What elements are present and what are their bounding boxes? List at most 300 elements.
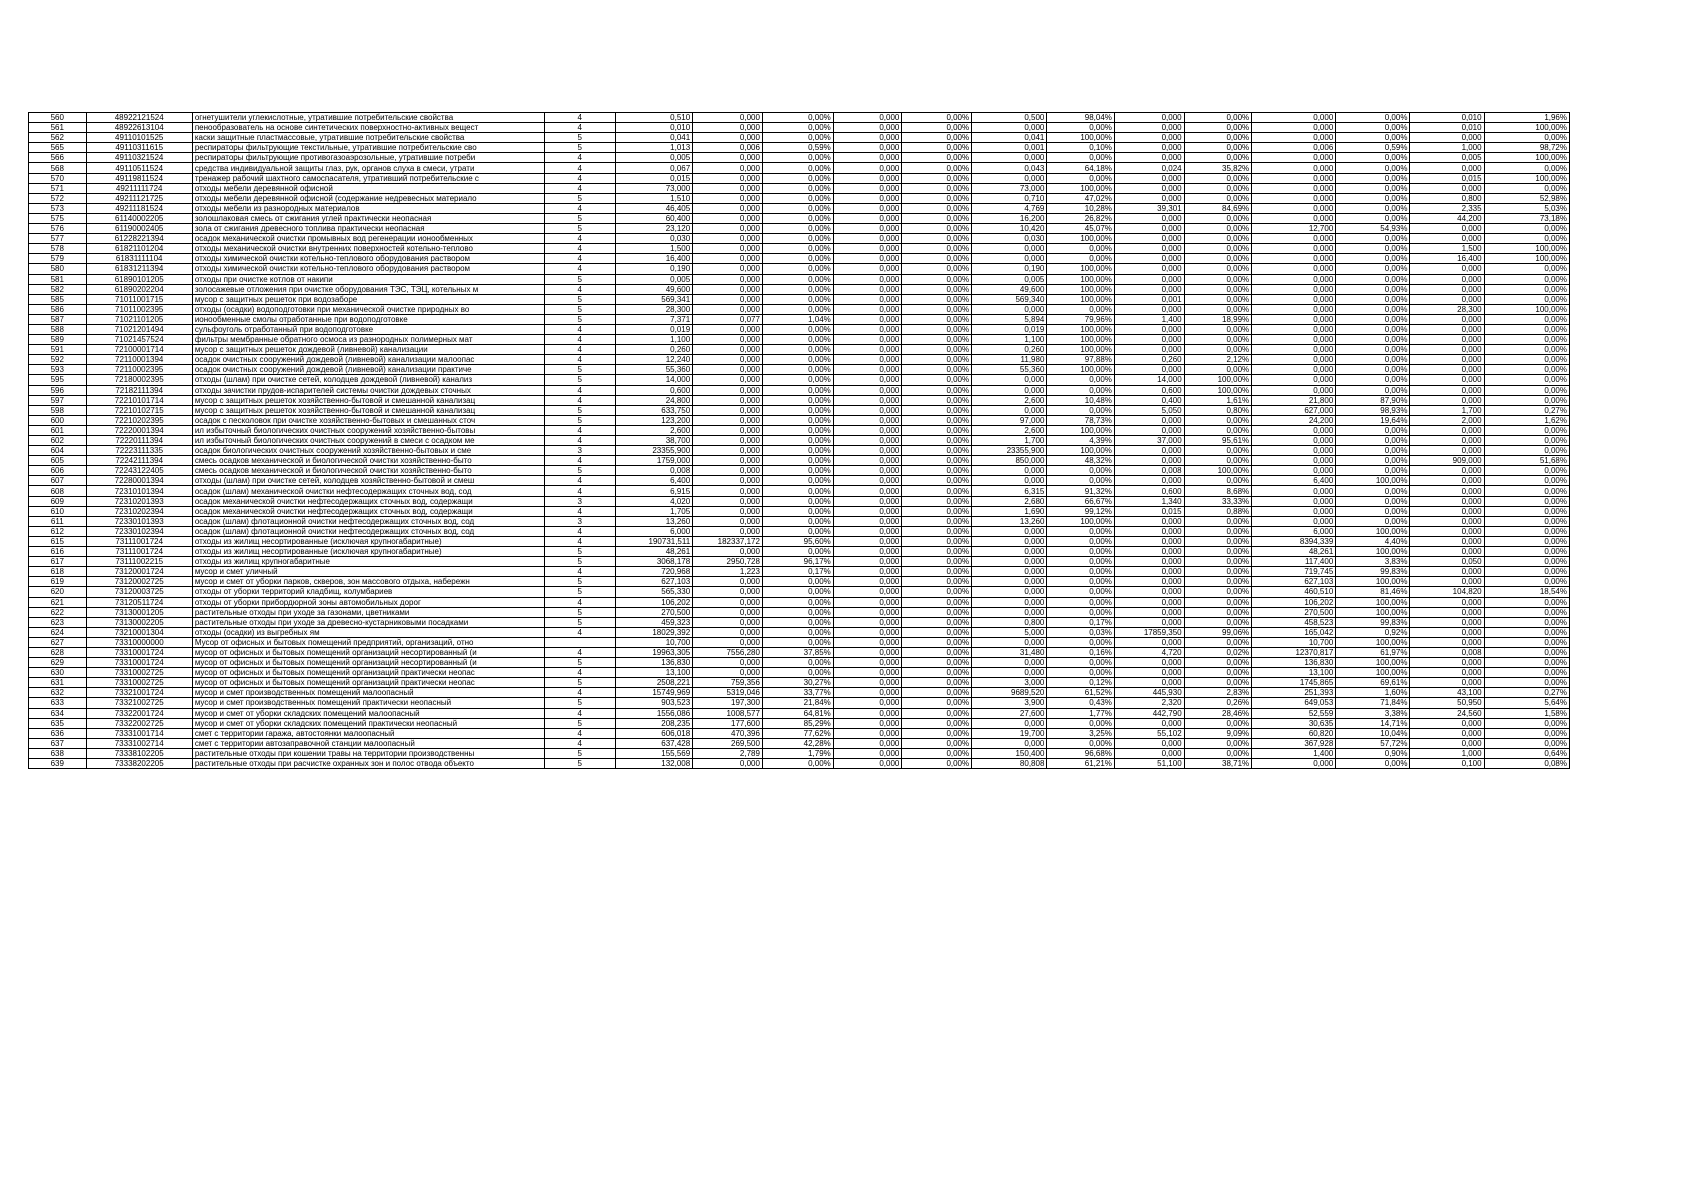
- cell-total-amount: 1,013: [615, 143, 692, 153]
- cell-col-9: 0,00%: [902, 173, 972, 183]
- cell-col-13: 0,00%: [1184, 668, 1252, 678]
- cell-waste-code: 49211181524: [86, 203, 192, 213]
- cell-col-15: 0,00%: [1336, 213, 1410, 223]
- cell-col-13: 0,00%: [1184, 345, 1252, 355]
- cell-col-7: 0,00%: [762, 355, 833, 365]
- cell-col-11: 26,82%: [1047, 213, 1115, 223]
- cell-col-6: 0,000: [693, 163, 763, 173]
- cell-col-6: 2,789: [693, 748, 763, 758]
- cell-waste-name: отходы химической очистки котельно-теплового оборудования раствором: [192, 254, 544, 264]
- cell-hazard-class: 4: [544, 708, 615, 718]
- cell-col-8: 0,000: [833, 708, 902, 718]
- cell-col-7: 0,00%: [762, 607, 833, 617]
- cell-col-12: 0,008: [1114, 466, 1184, 476]
- cell-col-13: 0,02%: [1184, 647, 1252, 657]
- cell-row-number: 624: [29, 627, 87, 637]
- cell-waste-name: растительные отходы при расчистке охранных зон и полос отвода объекто: [192, 759, 544, 769]
- cell-col-15: 0,00%: [1336, 496, 1410, 506]
- table-row: [29, 133, 1570, 143]
- cell-hazard-class: 4: [544, 183, 615, 193]
- cell-col-11: 10,48%: [1047, 395, 1115, 405]
- cell-row-number: 611: [29, 516, 87, 526]
- cell-total-amount: 7,371: [615, 314, 692, 324]
- cell-waste-code: 73130001205: [86, 607, 192, 617]
- cell-col-8: 0,000: [833, 587, 902, 597]
- cell-row-number: 566: [29, 153, 87, 163]
- cell-col-9: 0,00%: [902, 355, 972, 365]
- table-row: [29, 355, 1570, 365]
- cell-col-10: 73,000: [972, 183, 1047, 193]
- cell-waste-code: 73120003725: [86, 587, 192, 597]
- cell-hazard-class: 4: [544, 355, 615, 365]
- cell-col-14: 10,700: [1252, 637, 1336, 647]
- cell-col-16: 0,000: [1410, 294, 1484, 304]
- cell-col-14: 0,000: [1252, 304, 1336, 314]
- table-row: [29, 213, 1570, 223]
- cell-col-12: 0,000: [1114, 324, 1184, 334]
- cell-col-13: 0,00%: [1184, 113, 1252, 123]
- cell-waste-name: мусор и смет от уборки складских помещений практически неопасный: [192, 718, 544, 728]
- cell-col-11: 0,03%: [1047, 627, 1115, 637]
- cell-col-8: 0,000: [833, 617, 902, 627]
- table-row: [29, 193, 1570, 203]
- cell-col-13: 0,00%: [1184, 304, 1252, 314]
- cell-col-11: 0,00%: [1047, 466, 1115, 476]
- cell-row-number: 580: [29, 264, 87, 274]
- table-row: [29, 264, 1570, 274]
- cell-col-16: 0,000: [1410, 436, 1484, 446]
- cell-waste-code: 72180002395: [86, 375, 192, 385]
- cell-col-13: 0,00%: [1184, 446, 1252, 456]
- cell-col-15: 0,00%: [1336, 284, 1410, 294]
- cell-waste-code: 72210102715: [86, 405, 192, 415]
- cell-col-17: 0,00%: [1484, 476, 1569, 486]
- cell-waste-code: 49211111724: [86, 183, 192, 193]
- cell-col-12: 0,000: [1114, 274, 1184, 284]
- cell-col-8: 0,000: [833, 486, 902, 496]
- cell-col-7: 0,00%: [762, 385, 833, 395]
- cell-waste-code: 72110001394: [86, 355, 192, 365]
- cell-col-10: 2,680: [972, 496, 1047, 506]
- cell-col-13: 0,00%: [1184, 658, 1252, 668]
- cell-col-13: 0,00%: [1184, 193, 1252, 203]
- cell-col-16: 0,000: [1410, 284, 1484, 294]
- cell-waste-code: 73338202205: [86, 759, 192, 769]
- cell-col-7: 0,00%: [762, 617, 833, 627]
- cell-col-9: 0,00%: [902, 668, 972, 678]
- cell-total-amount: 1,500: [615, 244, 692, 254]
- cell-col-17: 0,00%: [1484, 395, 1569, 405]
- cell-col-17: 0,00%: [1484, 557, 1569, 567]
- table-row: [29, 516, 1570, 526]
- cell-col-9: 0,00%: [902, 627, 972, 637]
- cell-col-10: 0,000: [972, 405, 1047, 415]
- cell-col-13: 35,82%: [1184, 163, 1252, 173]
- cell-col-6: 0,000: [693, 496, 763, 506]
- cell-col-6: 0,000: [693, 345, 763, 355]
- cell-col-7: 0,00%: [762, 436, 833, 446]
- cell-col-6: 0,000: [693, 446, 763, 456]
- cell-col-13: 2,83%: [1184, 688, 1252, 698]
- table-row: [29, 637, 1570, 647]
- table-row: [29, 415, 1570, 425]
- cell-col-13: 0,00%: [1184, 738, 1252, 748]
- cell-col-11: 0,00%: [1047, 597, 1115, 607]
- cell-col-11: 0,00%: [1047, 557, 1115, 567]
- cell-col-16: 0,000: [1410, 627, 1484, 637]
- cell-col-14: 106,202: [1252, 597, 1336, 607]
- cell-col-13: 18,99%: [1184, 314, 1252, 324]
- cell-col-8: 0,000: [833, 738, 902, 748]
- cell-col-15: 100,00%: [1336, 637, 1410, 647]
- cell-col-14: 21,800: [1252, 395, 1336, 405]
- cell-col-8: 0,000: [833, 203, 902, 213]
- cell-col-12: 0,600: [1114, 486, 1184, 496]
- cell-col-10: 0,000: [972, 658, 1047, 668]
- cell-col-13: 0,00%: [1184, 173, 1252, 183]
- cell-col-7: 0,00%: [762, 203, 833, 213]
- cell-col-8: 0,000: [833, 547, 902, 557]
- table-row: [29, 688, 1570, 698]
- cell-col-7: 64,81%: [762, 708, 833, 718]
- cell-col-6: 0,000: [693, 506, 763, 516]
- cell-row-number: 593: [29, 365, 87, 375]
- cell-row-number: 631: [29, 678, 87, 688]
- cell-row-number: 589: [29, 335, 87, 345]
- cell-waste-name: осадок биологических очистных сооружений хозяйственно-бытовых и сме: [192, 446, 544, 456]
- cell-col-12: 0,000: [1114, 304, 1184, 314]
- cell-col-16: 0,000: [1410, 466, 1484, 476]
- cell-col-11: 100,00%: [1047, 365, 1115, 375]
- cell-col-14: 12,700: [1252, 224, 1336, 234]
- cell-row-number: 570: [29, 173, 87, 183]
- cell-col-9: 0,00%: [902, 557, 972, 567]
- cell-hazard-class: 4: [544, 506, 615, 516]
- cell-col-16: 0,010: [1410, 113, 1484, 123]
- cell-col-11: 47,02%: [1047, 193, 1115, 203]
- cell-col-9: 0,00%: [902, 436, 972, 446]
- cell-waste-code: 61890202204: [86, 284, 192, 294]
- cell-hazard-class: 4: [544, 395, 615, 405]
- cell-col-6: 5319,046: [693, 688, 763, 698]
- cell-col-13: 95,61%: [1184, 436, 1252, 446]
- cell-col-15: 3,83%: [1336, 557, 1410, 567]
- cell-col-15: 0,00%: [1336, 314, 1410, 324]
- cell-row-number: 606: [29, 466, 87, 476]
- cell-col-11: 0,00%: [1047, 385, 1115, 395]
- cell-col-10: 0,000: [972, 577, 1047, 587]
- cell-col-16: 0,100: [1410, 759, 1484, 769]
- cell-col-14: 627,103: [1252, 577, 1336, 587]
- cell-col-11: 100,00%: [1047, 183, 1115, 193]
- cell-col-15: 0,00%: [1336, 173, 1410, 183]
- cell-col-17: 0,00%: [1484, 385, 1569, 395]
- cell-col-10: 0,000: [972, 557, 1047, 567]
- cell-col-17: 0,00%: [1484, 133, 1569, 143]
- cell-waste-code: 61831211394: [86, 264, 192, 274]
- cell-col-7: 0,00%: [762, 274, 833, 284]
- cell-row-number: 576: [29, 224, 87, 234]
- cell-waste-name: ил избыточный биологических очистных сооружений хозяйственно-бытовы: [192, 425, 544, 435]
- cell-col-7: 85,29%: [762, 718, 833, 728]
- cell-hazard-class: 5: [544, 365, 615, 375]
- cell-waste-code: 72280001394: [86, 476, 192, 486]
- cell-col-16: 0,000: [1410, 506, 1484, 516]
- cell-waste-name: мусор от офисных и бытовых помещений организаций практически неопас: [192, 668, 544, 678]
- cell-hazard-class: 4: [544, 234, 615, 244]
- cell-col-8: 0,000: [833, 456, 902, 466]
- cell-hazard-class: 4: [544, 113, 615, 123]
- cell-col-9: 0,00%: [902, 234, 972, 244]
- cell-waste-code: 72330102394: [86, 526, 192, 536]
- table-row: [29, 425, 1570, 435]
- cell-col-12: 0,000: [1114, 567, 1184, 577]
- table-row: [29, 153, 1570, 163]
- cell-col-8: 0,000: [833, 688, 902, 698]
- cell-col-15: 0,00%: [1336, 254, 1410, 264]
- cell-hazard-class: 4: [544, 526, 615, 536]
- cell-col-12: 0,000: [1114, 748, 1184, 758]
- cell-col-15: 0,00%: [1336, 193, 1410, 203]
- cell-col-16: 0,000: [1410, 496, 1484, 506]
- cell-col-7: 0,00%: [762, 365, 833, 375]
- cell-hazard-class: 4: [544, 163, 615, 173]
- cell-col-7: 0,00%: [762, 375, 833, 385]
- cell-row-number: 608: [29, 486, 87, 496]
- cell-col-10: 0,260: [972, 345, 1047, 355]
- cell-waste-name: отходы при очистке котлов от накипи: [192, 274, 544, 284]
- cell-hazard-class: 5: [544, 678, 615, 688]
- cell-hazard-class: 4: [544, 244, 615, 254]
- cell-col-9: 0,00%: [902, 536, 972, 546]
- cell-col-10: 0,000: [972, 123, 1047, 133]
- cell-col-14: 0,006: [1252, 143, 1336, 153]
- cell-total-amount: 28,300: [615, 304, 692, 314]
- cell-col-12: 17859,350: [1114, 627, 1184, 637]
- cell-col-15: 0,00%: [1336, 234, 1410, 244]
- cell-col-16: 0,000: [1410, 678, 1484, 688]
- cell-col-13: 0,00%: [1184, 476, 1252, 486]
- cell-hazard-class: 5: [544, 213, 615, 223]
- cell-row-number: 586: [29, 304, 87, 314]
- cell-col-13: 0,00%: [1184, 274, 1252, 284]
- cell-col-10: 0,000: [972, 607, 1047, 617]
- cell-total-amount: 0,019: [615, 324, 692, 334]
- cell-col-17: 100,00%: [1484, 244, 1569, 254]
- cell-col-16: 0,000: [1410, 274, 1484, 284]
- cell-col-12: 39,301: [1114, 203, 1184, 213]
- cell-col-13: 0,00%: [1184, 324, 1252, 334]
- cell-col-17: 0,00%: [1484, 314, 1569, 324]
- cell-total-amount: 18029,392: [615, 627, 692, 637]
- cell-col-16: 28,300: [1410, 304, 1484, 314]
- cell-col-6: 0,000: [693, 244, 763, 254]
- cell-col-13: 38,71%: [1184, 759, 1252, 769]
- cell-waste-code: 72182111394: [86, 385, 192, 395]
- cell-col-13: 0,00%: [1184, 607, 1252, 617]
- cell-col-6: 0,000: [693, 627, 763, 637]
- cell-hazard-class: 4: [544, 476, 615, 486]
- cell-waste-code: 72220001394: [86, 425, 192, 435]
- cell-col-12: 14,000: [1114, 375, 1184, 385]
- cell-col-12: 0,000: [1114, 678, 1184, 688]
- cell-row-number: 581: [29, 274, 87, 284]
- cell-col-6: 0,000: [693, 385, 763, 395]
- cell-col-10: 80,808: [972, 759, 1047, 769]
- cell-col-10: 0,800: [972, 617, 1047, 627]
- cell-col-11: 96,68%: [1047, 748, 1115, 758]
- cell-total-amount: 23,120: [615, 224, 692, 234]
- cell-col-9: 0,00%: [902, 425, 972, 435]
- cell-col-17: 100,00%: [1484, 123, 1569, 133]
- cell-col-17: 0,27%: [1484, 688, 1569, 698]
- cell-col-10: 0,041: [972, 133, 1047, 143]
- cell-hazard-class: 5: [544, 143, 615, 153]
- cell-col-12: 0,260: [1114, 355, 1184, 365]
- cell-col-7: 0,00%: [762, 254, 833, 264]
- cell-col-10: 0,000: [972, 173, 1047, 183]
- cell-col-15: 0,00%: [1336, 153, 1410, 163]
- cell-waste-name: мусор и смет производственных помещений практически неопасный: [192, 698, 544, 708]
- cell-waste-name: отходы химической очистки котельно-теплового оборудования раствором: [192, 264, 544, 274]
- cell-hazard-class: 4: [544, 436, 615, 446]
- cell-col-8: 0,000: [833, 375, 902, 385]
- cell-col-7: 0,17%: [762, 567, 833, 577]
- cell-col-11: 100,00%: [1047, 294, 1115, 304]
- cell-col-11: 0,00%: [1047, 668, 1115, 678]
- cell-total-amount: 627,103: [615, 577, 692, 587]
- cell-col-12: 0,001: [1114, 294, 1184, 304]
- cell-waste-code: 73310001724: [86, 647, 192, 657]
- cell-col-15: 81,46%: [1336, 587, 1410, 597]
- cell-col-14: 0,000: [1252, 213, 1336, 223]
- cell-col-9: 0,00%: [902, 708, 972, 718]
- table-row: [29, 456, 1570, 466]
- cell-row-number: 618: [29, 567, 87, 577]
- cell-hazard-class: 4: [544, 153, 615, 163]
- cell-col-17: 0,00%: [1484, 526, 1569, 536]
- cell-col-17: 98,72%: [1484, 143, 1569, 153]
- cell-row-number: 637: [29, 738, 87, 748]
- cell-col-10: 6,315: [972, 486, 1047, 496]
- cell-col-6: 0,000: [693, 284, 763, 294]
- cell-col-12: 442,790: [1114, 708, 1184, 718]
- cell-row-number: 604: [29, 446, 87, 456]
- table-row: [29, 496, 1570, 506]
- cell-row-number: 571: [29, 183, 87, 193]
- cell-waste-code: 49119811524: [86, 173, 192, 183]
- cell-col-14: 0,000: [1252, 314, 1336, 324]
- cell-col-7: 95,60%: [762, 536, 833, 546]
- cell-waste-name: мусор от офисных и бытовых помещений организаций несортированный (и: [192, 647, 544, 657]
- cell-waste-name: отходы от уборки прибордюрной зоны автомобильных дорог: [192, 597, 544, 607]
- cell-col-14: 30,635: [1252, 718, 1336, 728]
- cell-col-6: 0,000: [693, 526, 763, 536]
- cell-col-14: 60,820: [1252, 728, 1336, 738]
- cell-col-11: 0,12%: [1047, 678, 1115, 688]
- cell-col-13: 100,00%: [1184, 375, 1252, 385]
- cell-col-9: 0,00%: [902, 133, 972, 143]
- cell-waste-name: ионообменные смолы отработанные при водоподготовке: [192, 314, 544, 324]
- cell-col-13: 0,00%: [1184, 213, 1252, 223]
- cell-col-10: 0,000: [972, 668, 1047, 678]
- cell-col-8: 0,000: [833, 143, 902, 153]
- cell-col-7: 0,00%: [762, 163, 833, 173]
- cell-col-13: 0,00%: [1184, 244, 1252, 254]
- cell-waste-code: 49110321524: [86, 153, 192, 163]
- cell-row-number: 562: [29, 133, 87, 143]
- cell-col-10: 55,360: [972, 365, 1047, 375]
- cell-col-16: 1,000: [1410, 748, 1484, 758]
- cell-col-17: 0,00%: [1484, 436, 1569, 446]
- cell-col-17: 0,00%: [1484, 607, 1569, 617]
- cell-col-7: 0,00%: [762, 516, 833, 526]
- cell-col-14: 6,400: [1252, 476, 1336, 486]
- cell-col-16: 0,000: [1410, 183, 1484, 193]
- cell-col-7: 96,17%: [762, 557, 833, 567]
- cell-col-14: 0,000: [1252, 345, 1336, 355]
- cell-col-8: 0,000: [833, 113, 902, 123]
- table-row: [29, 365, 1570, 375]
- cell-waste-name: Мусор от офисных и бытовых помещений предприятий, организаций, отно: [192, 637, 544, 647]
- cell-col-6: 0,000: [693, 436, 763, 446]
- cell-hazard-class: 4: [544, 385, 615, 395]
- cell-hazard-class: 4: [544, 335, 615, 345]
- cell-waste-name: мусор с защитных решеток дождевой (ливневой) канализации: [192, 345, 544, 355]
- cell-col-10: 0,000: [972, 547, 1047, 557]
- cell-col-17: 0,00%: [1484, 668, 1569, 678]
- cell-col-8: 0,000: [833, 405, 902, 415]
- cell-col-14: 0,000: [1252, 244, 1336, 254]
- cell-total-amount: 123,200: [615, 415, 692, 425]
- cell-col-8: 0,000: [833, 577, 902, 587]
- cell-col-6: 0,000: [693, 224, 763, 234]
- cell-col-13: 0,00%: [1184, 183, 1252, 193]
- cell-col-11: 100,00%: [1047, 324, 1115, 334]
- cell-col-17: 0,00%: [1484, 234, 1569, 244]
- cell-col-17: 0,00%: [1484, 536, 1569, 546]
- cell-col-7: 0,00%: [762, 668, 833, 678]
- cell-col-15: 0,00%: [1336, 425, 1410, 435]
- cell-col-16: 0,000: [1410, 224, 1484, 234]
- cell-col-13: 0,00%: [1184, 557, 1252, 567]
- cell-waste-name: зола от сжигания древесного топлива практически неопасная: [192, 224, 544, 234]
- table-row: [29, 446, 1570, 456]
- cell-col-10: 16,200: [972, 213, 1047, 223]
- cell-col-6: 0,000: [693, 375, 763, 385]
- cell-row-number: 629: [29, 658, 87, 668]
- cell-col-14: 0,000: [1252, 284, 1336, 294]
- cell-hazard-class: 4: [544, 324, 615, 334]
- cell-col-15: 0,00%: [1336, 345, 1410, 355]
- cell-col-6: 0,000: [693, 335, 763, 345]
- cell-col-8: 0,000: [833, 304, 902, 314]
- cell-col-7: 0,00%: [762, 324, 833, 334]
- cell-col-14: 0,000: [1252, 759, 1336, 769]
- cell-col-7: 0,00%: [762, 284, 833, 294]
- cell-col-16: 0,000: [1410, 637, 1484, 647]
- cell-waste-name: тренажер рабочий шахтного самоспасателя, утративший потребительские с: [192, 173, 544, 183]
- cell-row-number: 587: [29, 314, 87, 324]
- cell-total-amount: 10,700: [615, 637, 692, 647]
- cell-col-16: 0,000: [1410, 547, 1484, 557]
- cell-total-amount: 48,261: [615, 547, 692, 557]
- cell-col-8: 0,000: [833, 244, 902, 254]
- cell-col-13: 0,26%: [1184, 698, 1252, 708]
- cell-col-12: 445,930: [1114, 688, 1184, 698]
- cell-col-7: 0,00%: [762, 627, 833, 637]
- cell-col-13: 0,00%: [1184, 143, 1252, 153]
